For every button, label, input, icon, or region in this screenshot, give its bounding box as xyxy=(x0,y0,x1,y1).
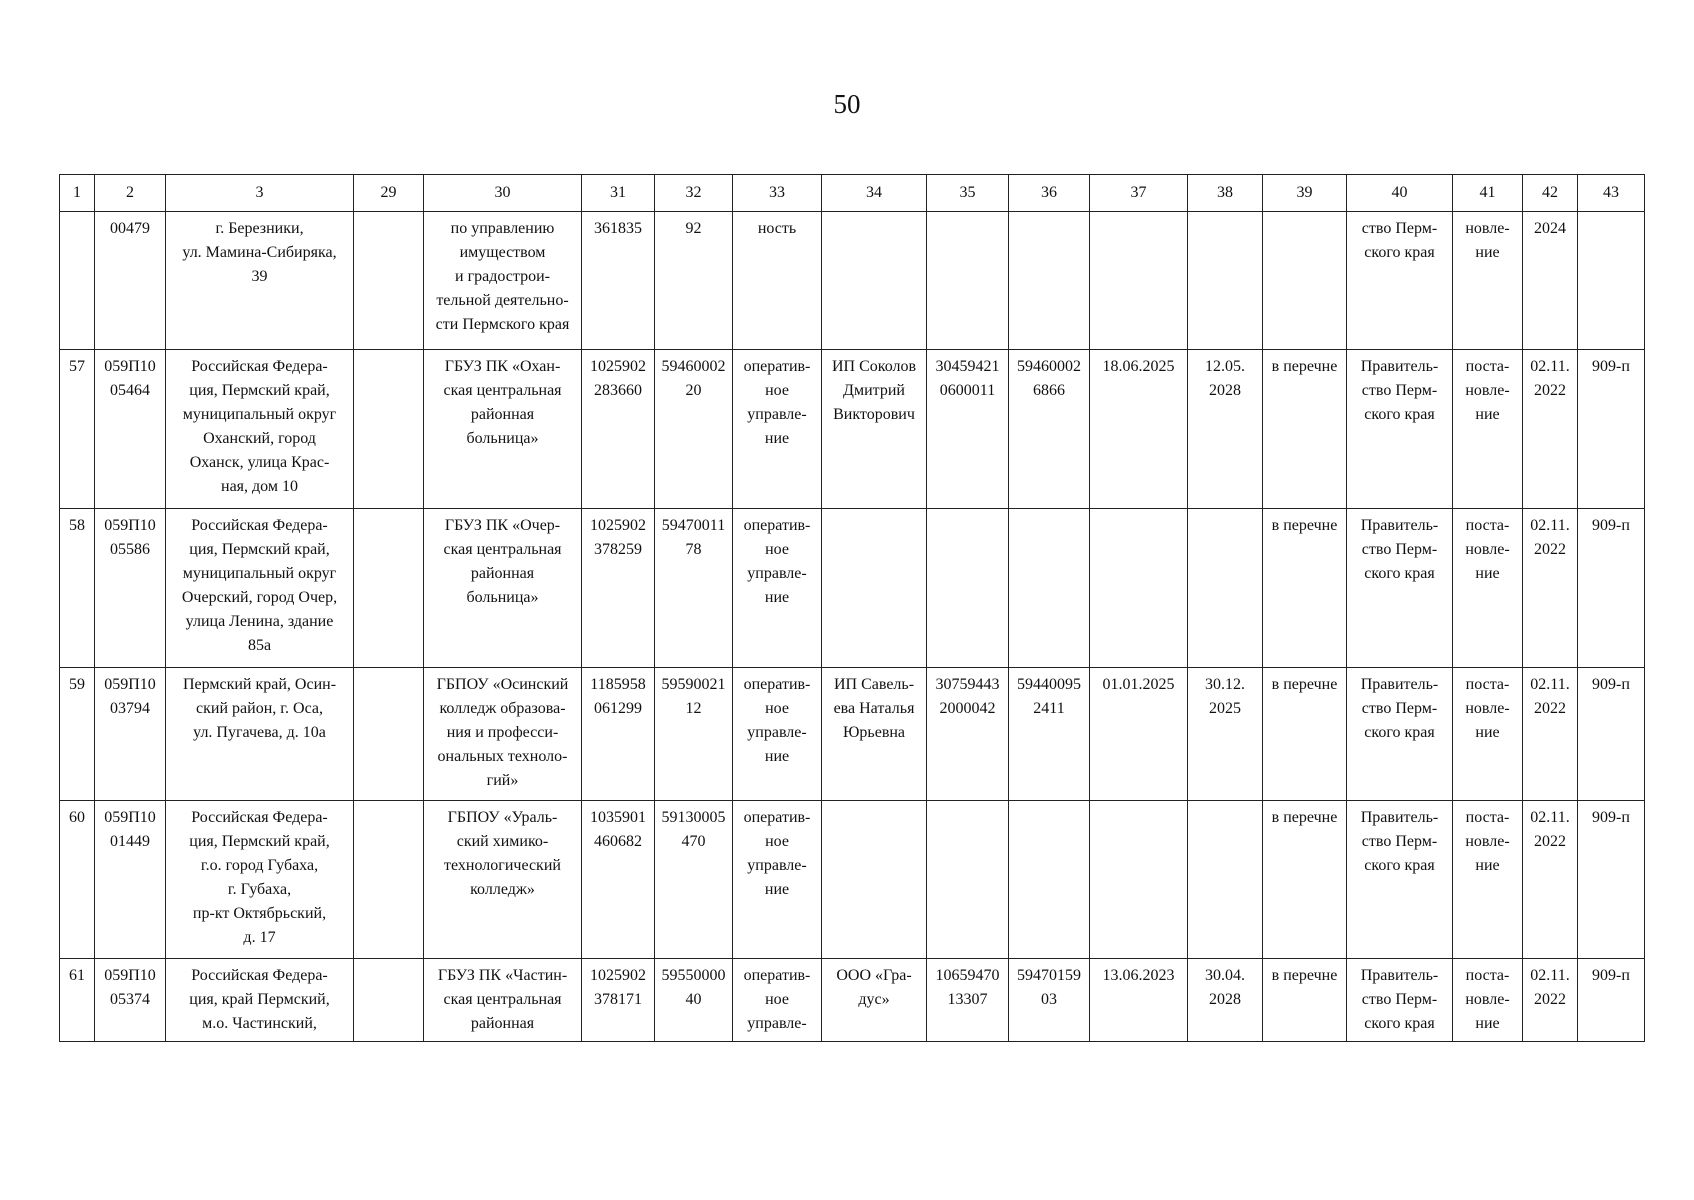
column-header: 43 xyxy=(1578,175,1645,212)
table-cell xyxy=(1090,212,1188,350)
table-cell: 909-п xyxy=(1578,509,1645,668)
table-cell: 59130005 470 xyxy=(655,801,733,959)
column-header: 38 xyxy=(1188,175,1263,212)
table-row xyxy=(60,509,1645,668)
table-cell: 12.05. 2028 xyxy=(1188,350,1263,509)
table-cell xyxy=(1188,212,1263,350)
table-cell xyxy=(822,509,927,668)
table-cell: ИП Савель- ева Наталья Юрьевна xyxy=(822,668,927,801)
table-cell: 18.06.2025 xyxy=(1090,350,1188,509)
table-cell: ГБУЗ ПК «Очер- ская центральная районная больница» xyxy=(424,509,582,668)
table-row xyxy=(60,212,1645,350)
table-cell: 1185958 061299 xyxy=(582,668,655,801)
table-cell: 059П10 05464 xyxy=(95,350,166,509)
column-header: 42 xyxy=(1523,175,1578,212)
table-cell: в перечне xyxy=(1263,509,1347,668)
table-cell: г. Березники, ул. Мамина-Сибиряка, 39 xyxy=(166,212,354,350)
column-header: 2 xyxy=(95,175,166,212)
table-cell: ГБПОУ «Осинский колледж образова- ния и професси- ональных техноло- гий» xyxy=(424,668,582,801)
table-cell: ИП Соколов Дмитрий Викторович xyxy=(822,350,927,509)
table-cell: 059П10 03794 xyxy=(95,668,166,801)
table-cell: 59460002 6866 xyxy=(1009,350,1090,509)
table-cell xyxy=(927,509,1009,668)
header-row xyxy=(60,175,1645,212)
table-cell: 60 xyxy=(60,801,95,959)
table-cell: 30.04. 2028 xyxy=(1188,959,1263,1042)
table-cell: в перечне xyxy=(1263,668,1347,801)
table-cell: 059П10 05586 xyxy=(95,509,166,668)
column-header: 32 xyxy=(655,175,733,212)
table-cell: ГБУЗ ПК «Частин- ская центральная районная xyxy=(424,959,582,1042)
table-cell: 30.12. 2025 xyxy=(1188,668,1263,801)
table-cell xyxy=(354,212,424,350)
column-header: 29 xyxy=(354,175,424,212)
table-cell: Правитель- ство Перм- ского края xyxy=(1347,509,1453,668)
table-cell xyxy=(1188,801,1263,959)
column-header: 35 xyxy=(927,175,1009,212)
column-header: 37 xyxy=(1090,175,1188,212)
page-number: 50 xyxy=(833,89,861,119)
table-cell xyxy=(1009,212,1090,350)
table-cell: 1025902 378259 xyxy=(582,509,655,668)
table-cell: 59470011 78 xyxy=(655,509,733,668)
table-cell: Российская Федера- ция, Пермский край, г.о. город Губаха, г. Губаха, пр-кт Октябрьский, д. 17 xyxy=(166,801,354,959)
table-cell: 1025902 378171 xyxy=(582,959,655,1042)
table-cell: 00479 xyxy=(95,212,166,350)
table-cell: 59470159 03 xyxy=(1009,959,1090,1042)
table-cell: Правитель- ство Перм- ского края xyxy=(1347,959,1453,1042)
table-cell: 909-п xyxy=(1578,801,1645,959)
table-cell: 1035901 460682 xyxy=(582,801,655,959)
table-cell: поста- новле- ние xyxy=(1453,801,1523,959)
table-cell xyxy=(1009,509,1090,668)
table-cell: 059П10 01449 xyxy=(95,801,166,959)
table-cell xyxy=(1188,509,1263,668)
table-cell: 59590021 12 xyxy=(655,668,733,801)
table-cell: Правитель- ство Перм- ского края xyxy=(1347,668,1453,801)
table-cell: 59550000 40 xyxy=(655,959,733,1042)
table-cell: 13.06.2023 xyxy=(1090,959,1188,1042)
table-row xyxy=(60,959,1645,1042)
table-cell: 59 xyxy=(60,668,95,801)
table-cell: оператив- ное управле- ние xyxy=(733,350,822,509)
table-cell xyxy=(927,801,1009,959)
table-cell: в перечне xyxy=(1263,801,1347,959)
table-cell: 58 xyxy=(60,509,95,668)
table-cell xyxy=(60,212,95,350)
table-cell: Российская Федера- ция, край Пермский, м.о. Частинский, xyxy=(166,959,354,1042)
table-cell: по управлению имуществом и градострои- тельной деятельно- сти Пермского края xyxy=(424,212,582,350)
column-header: 30 xyxy=(424,175,582,212)
column-header: 1 xyxy=(60,175,95,212)
column-header: 36 xyxy=(1009,175,1090,212)
table-cell: 02.11. 2022 xyxy=(1523,668,1578,801)
table-cell: 909-п xyxy=(1578,350,1645,509)
table-row xyxy=(60,801,1645,959)
table-cell xyxy=(927,212,1009,350)
table-cell xyxy=(354,350,424,509)
table-cell: Правитель- ство Перм- ского края xyxy=(1347,801,1453,959)
table-cell: Российская Федера- ция, Пермский край, муниципальный округ Очерский, город Очер, улица Ленина, здание 85а xyxy=(166,509,354,668)
registry-table xyxy=(59,174,1645,1042)
column-header: 39 xyxy=(1263,175,1347,212)
table-cell: 02.11. 2022 xyxy=(1523,959,1578,1042)
table-cell: 10659470 13307 xyxy=(927,959,1009,1042)
table-cell: 30459421 0600011 xyxy=(927,350,1009,509)
table-cell: в перечне xyxy=(1263,959,1347,1042)
table-cell: 1025902 283660 xyxy=(582,350,655,509)
column-header: 40 xyxy=(1347,175,1453,212)
table-cell: ООО «Гра- дус» xyxy=(822,959,927,1042)
table-cell: 361835 xyxy=(582,212,655,350)
table-cell: 57 xyxy=(60,350,95,509)
table-cell: 02.11. 2022 xyxy=(1523,509,1578,668)
table-cell: 01.01.2025 xyxy=(1090,668,1188,801)
table-cell: ность xyxy=(733,212,822,350)
table-cell: ГБПОУ «Ураль- ский химико- технологический колледж» xyxy=(424,801,582,959)
table-cell: поста- новле- ние xyxy=(1453,350,1523,509)
table-cell: оператив- ное управле- ние xyxy=(733,509,822,668)
table-cell xyxy=(354,959,424,1042)
table-cell: поста- новле- ние xyxy=(1453,668,1523,801)
table-cell: оператив- ное управле- ние xyxy=(733,668,822,801)
table-cell: поста- новле- ние xyxy=(1453,959,1523,1042)
table-cell xyxy=(354,509,424,668)
table-cell xyxy=(354,668,424,801)
column-header: 3 xyxy=(166,175,354,212)
table-cell: Пермский край, Осин- ский район, г. Оса, ул. Пугачева, д. 10а xyxy=(166,668,354,801)
table-cell: 02.11. 2022 xyxy=(1523,801,1578,959)
table-cell xyxy=(1578,212,1645,350)
table-cell: 2024 xyxy=(1523,212,1578,350)
table-row xyxy=(60,668,1645,801)
table-cell: 59440095 2411 xyxy=(1009,668,1090,801)
table-cell xyxy=(354,801,424,959)
table-cell: 30759443 2000042 xyxy=(927,668,1009,801)
table-cell: 02.11. 2022 xyxy=(1523,350,1578,509)
table-cell: в перечне xyxy=(1263,350,1347,509)
table-cell xyxy=(1263,212,1347,350)
column-header: 41 xyxy=(1453,175,1523,212)
table-cell: ство Перм- ского края xyxy=(1347,212,1453,350)
table-cell: 59460002 20 xyxy=(655,350,733,509)
table-cell xyxy=(822,801,927,959)
table-cell: Правитель- ство Перм- ского края xyxy=(1347,350,1453,509)
table-row xyxy=(60,350,1645,509)
table-cell: Российская Федера- ция, Пермский край, муниципальный округ Оханский, город Оханск, улица Крас- ная, дом 10 xyxy=(166,350,354,509)
table-cell: 92 xyxy=(655,212,733,350)
table-cell: 909-п xyxy=(1578,668,1645,801)
table-cell: 61 xyxy=(60,959,95,1042)
table-cell: оператив- ное управле- xyxy=(733,959,822,1042)
table-cell xyxy=(1090,509,1188,668)
table-cell: оператив- ное управле- ние xyxy=(733,801,822,959)
column-header: 31 xyxy=(582,175,655,212)
table-cell xyxy=(822,212,927,350)
table-cell: 059П10 05374 xyxy=(95,959,166,1042)
table-cell: новле- ние xyxy=(1453,212,1523,350)
column-header: 34 xyxy=(822,175,927,212)
table-cell xyxy=(1009,801,1090,959)
column-header: 33 xyxy=(733,175,822,212)
table-cell: ГБУЗ ПК «Охан- ская центральная районная больница» xyxy=(424,350,582,509)
table-cell xyxy=(1090,801,1188,959)
table-cell: поста- новле- ние xyxy=(1453,509,1523,668)
table-cell: 909-п xyxy=(1578,959,1645,1042)
